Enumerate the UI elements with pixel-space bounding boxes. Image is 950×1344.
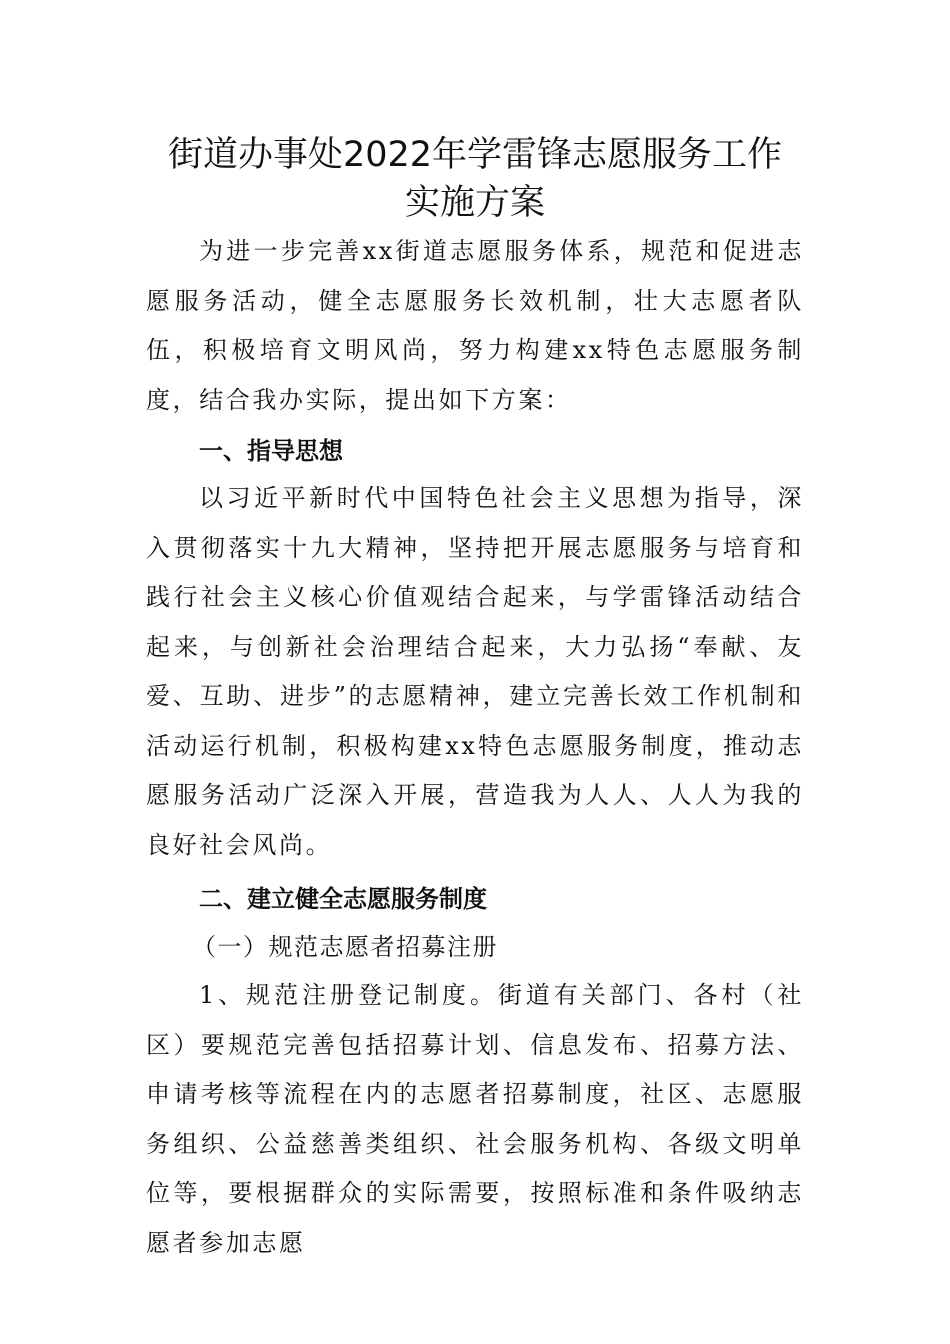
registration-system-paragraph: 1、规范注册登记制度。街道有关部门、各村（社区）要规范完善包括招募计划、信息发布、招募方法、申请考核等流程在内的志愿者招募制度，社区、志愿服务组织、公益慈善类组织、社会服务机构、各级文明单位等，要根据群众的实际需要，按照标准和条件吸纳志愿者参加志愿 [146,981,804,1257]
guiding-ideology-paragraph: 以习近平新时代中国特色社会主义思想为指导，深入贯彻落实十九大精神，坚持把开展志愿服务与培育和践行社会主义核心价值观结合起来，与学雷锋活动结合起来，与创新社会治理结合起来，大力弘扬“奉献、友爱、互助、进步”的志愿精神，建立完善长效工作机制和活动运行机制，积极构建xx特色志愿服务制度，推动志愿服务活动广泛深入开展，营造我为人人、人人为我的良好社会风尚。 [146,484,804,859]
section-heading-volunteer-system: 二、建立健全志愿服务制度 [199,885,487,913]
intro-paragraph: 为进一步完善xx街道志愿服务体系，规范和促进志愿服务活动，健全志愿服务长效机制，壮大志愿者队伍，积极培育文明风尚，努力构建xx特色志愿服务制度，结合我办实际，提出如下方案： [146,237,804,414]
document-title-line-1: 街道办事处2022年学雷锋志愿服务工作 [167,135,783,175]
document-title-line-2: 实施方案 [404,183,545,223]
section-heading-guiding-ideology: 一、指导思想 [199,437,343,465]
subsection-heading-recruitment: （一）规范志愿者招募注册 [192,933,498,961]
